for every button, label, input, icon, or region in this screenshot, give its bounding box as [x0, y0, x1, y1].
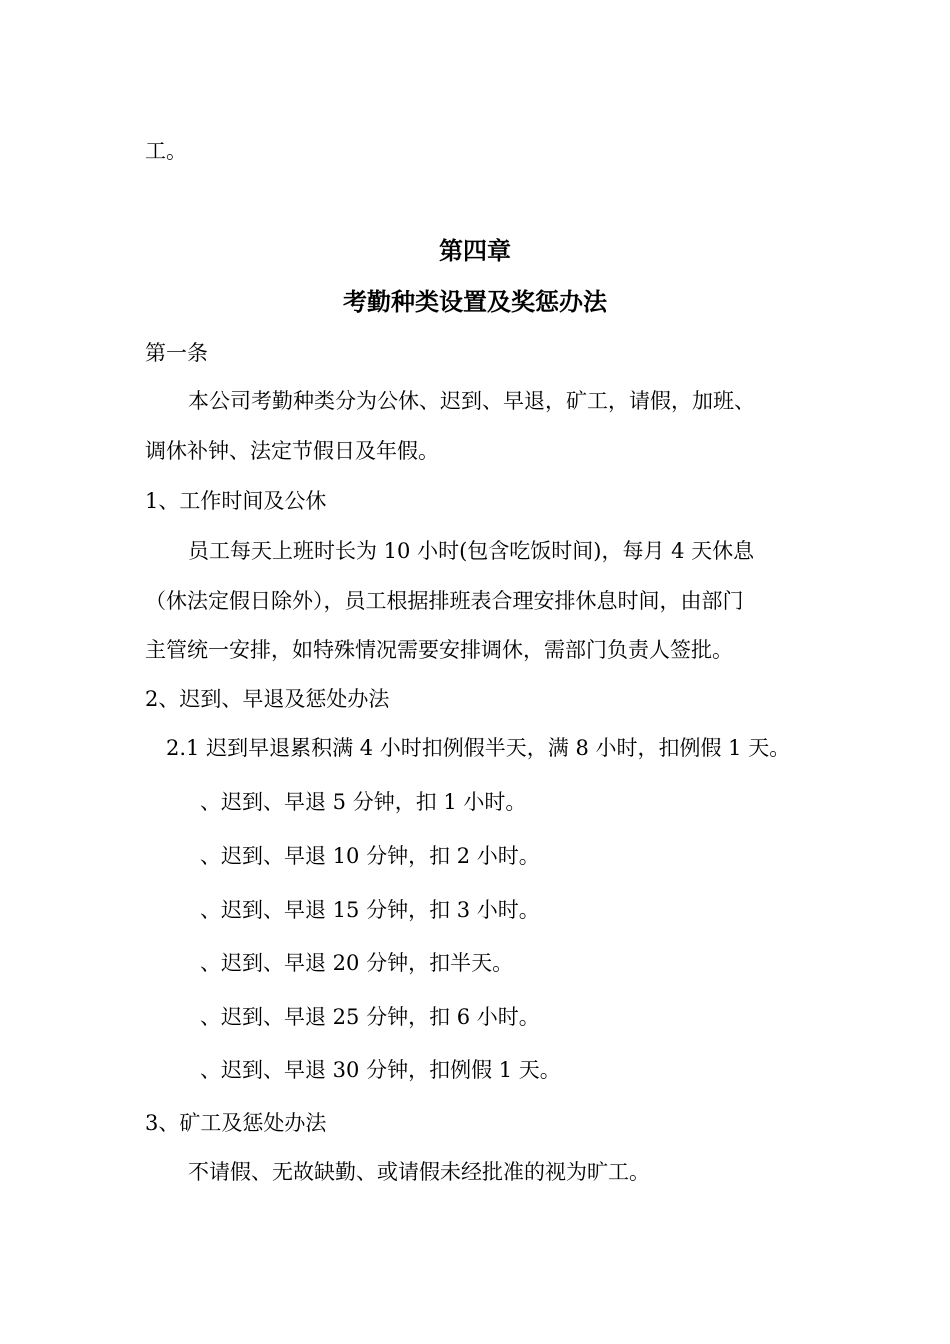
chapter-number: 第四章 — [439, 237, 511, 265]
penalty-item: 、迟到、早退 15 分钟，扣 3 小时。 — [200, 898, 540, 922]
section-3-heading: 3、矿工及惩处办法 — [145, 1111, 327, 1135]
penalty-item: 、迟到、早退 25 分钟，扣 6 小时。 — [200, 1005, 540, 1029]
article-intro-line-1: 本公司考勤种类分为公休、迟到、早退，矿工，请假，加班、 — [188, 389, 755, 413]
section-1-heading: 1、工作时间及公休 — [145, 489, 327, 513]
article-label: 第一条 — [145, 341, 208, 365]
section-1-para-line-3: 主管统一安排，如特殊情况需要安排调休，需部门负责人签批。 — [145, 638, 733, 662]
article-intro-line-2: 调休补钟、法定节假日及年假。 — [145, 439, 439, 463]
penalty-item: 、迟到、早退 20 分钟，扣半天。 — [200, 951, 514, 975]
continuation-text: 工。 — [145, 139, 187, 163]
chapter-title: 考勤种类设置及奖惩办法 — [343, 288, 607, 316]
section-2-heading: 2、迟到、早退及惩处办法 — [145, 687, 390, 711]
section-1-para-line-1: 员工每天上班时长为 10 小时(包含吃饭时间)，每月 4 天休息 — [188, 539, 755, 563]
penalty-item: 、迟到、早退 30 分钟，扣例假 1 天。 — [200, 1058, 561, 1082]
section-2-rule: 2.1 迟到早退累积满 4 小时扣例假半天，满 8 小时，扣例假 1 天。 — [166, 736, 791, 760]
section-1-para-line-2: （休法定假日除外），员工根据排班表合理安排休息时间，由部门 — [145, 589, 744, 613]
section-3-para: 不请假、无故缺勤、或请假未经批准的视为旷工。 — [188, 1160, 650, 1184]
penalty-item: 、迟到、早退 5 分钟，扣 1 小时。 — [200, 790, 527, 814]
penalty-item: 、迟到、早退 10 分钟，扣 2 小时。 — [200, 844, 540, 868]
